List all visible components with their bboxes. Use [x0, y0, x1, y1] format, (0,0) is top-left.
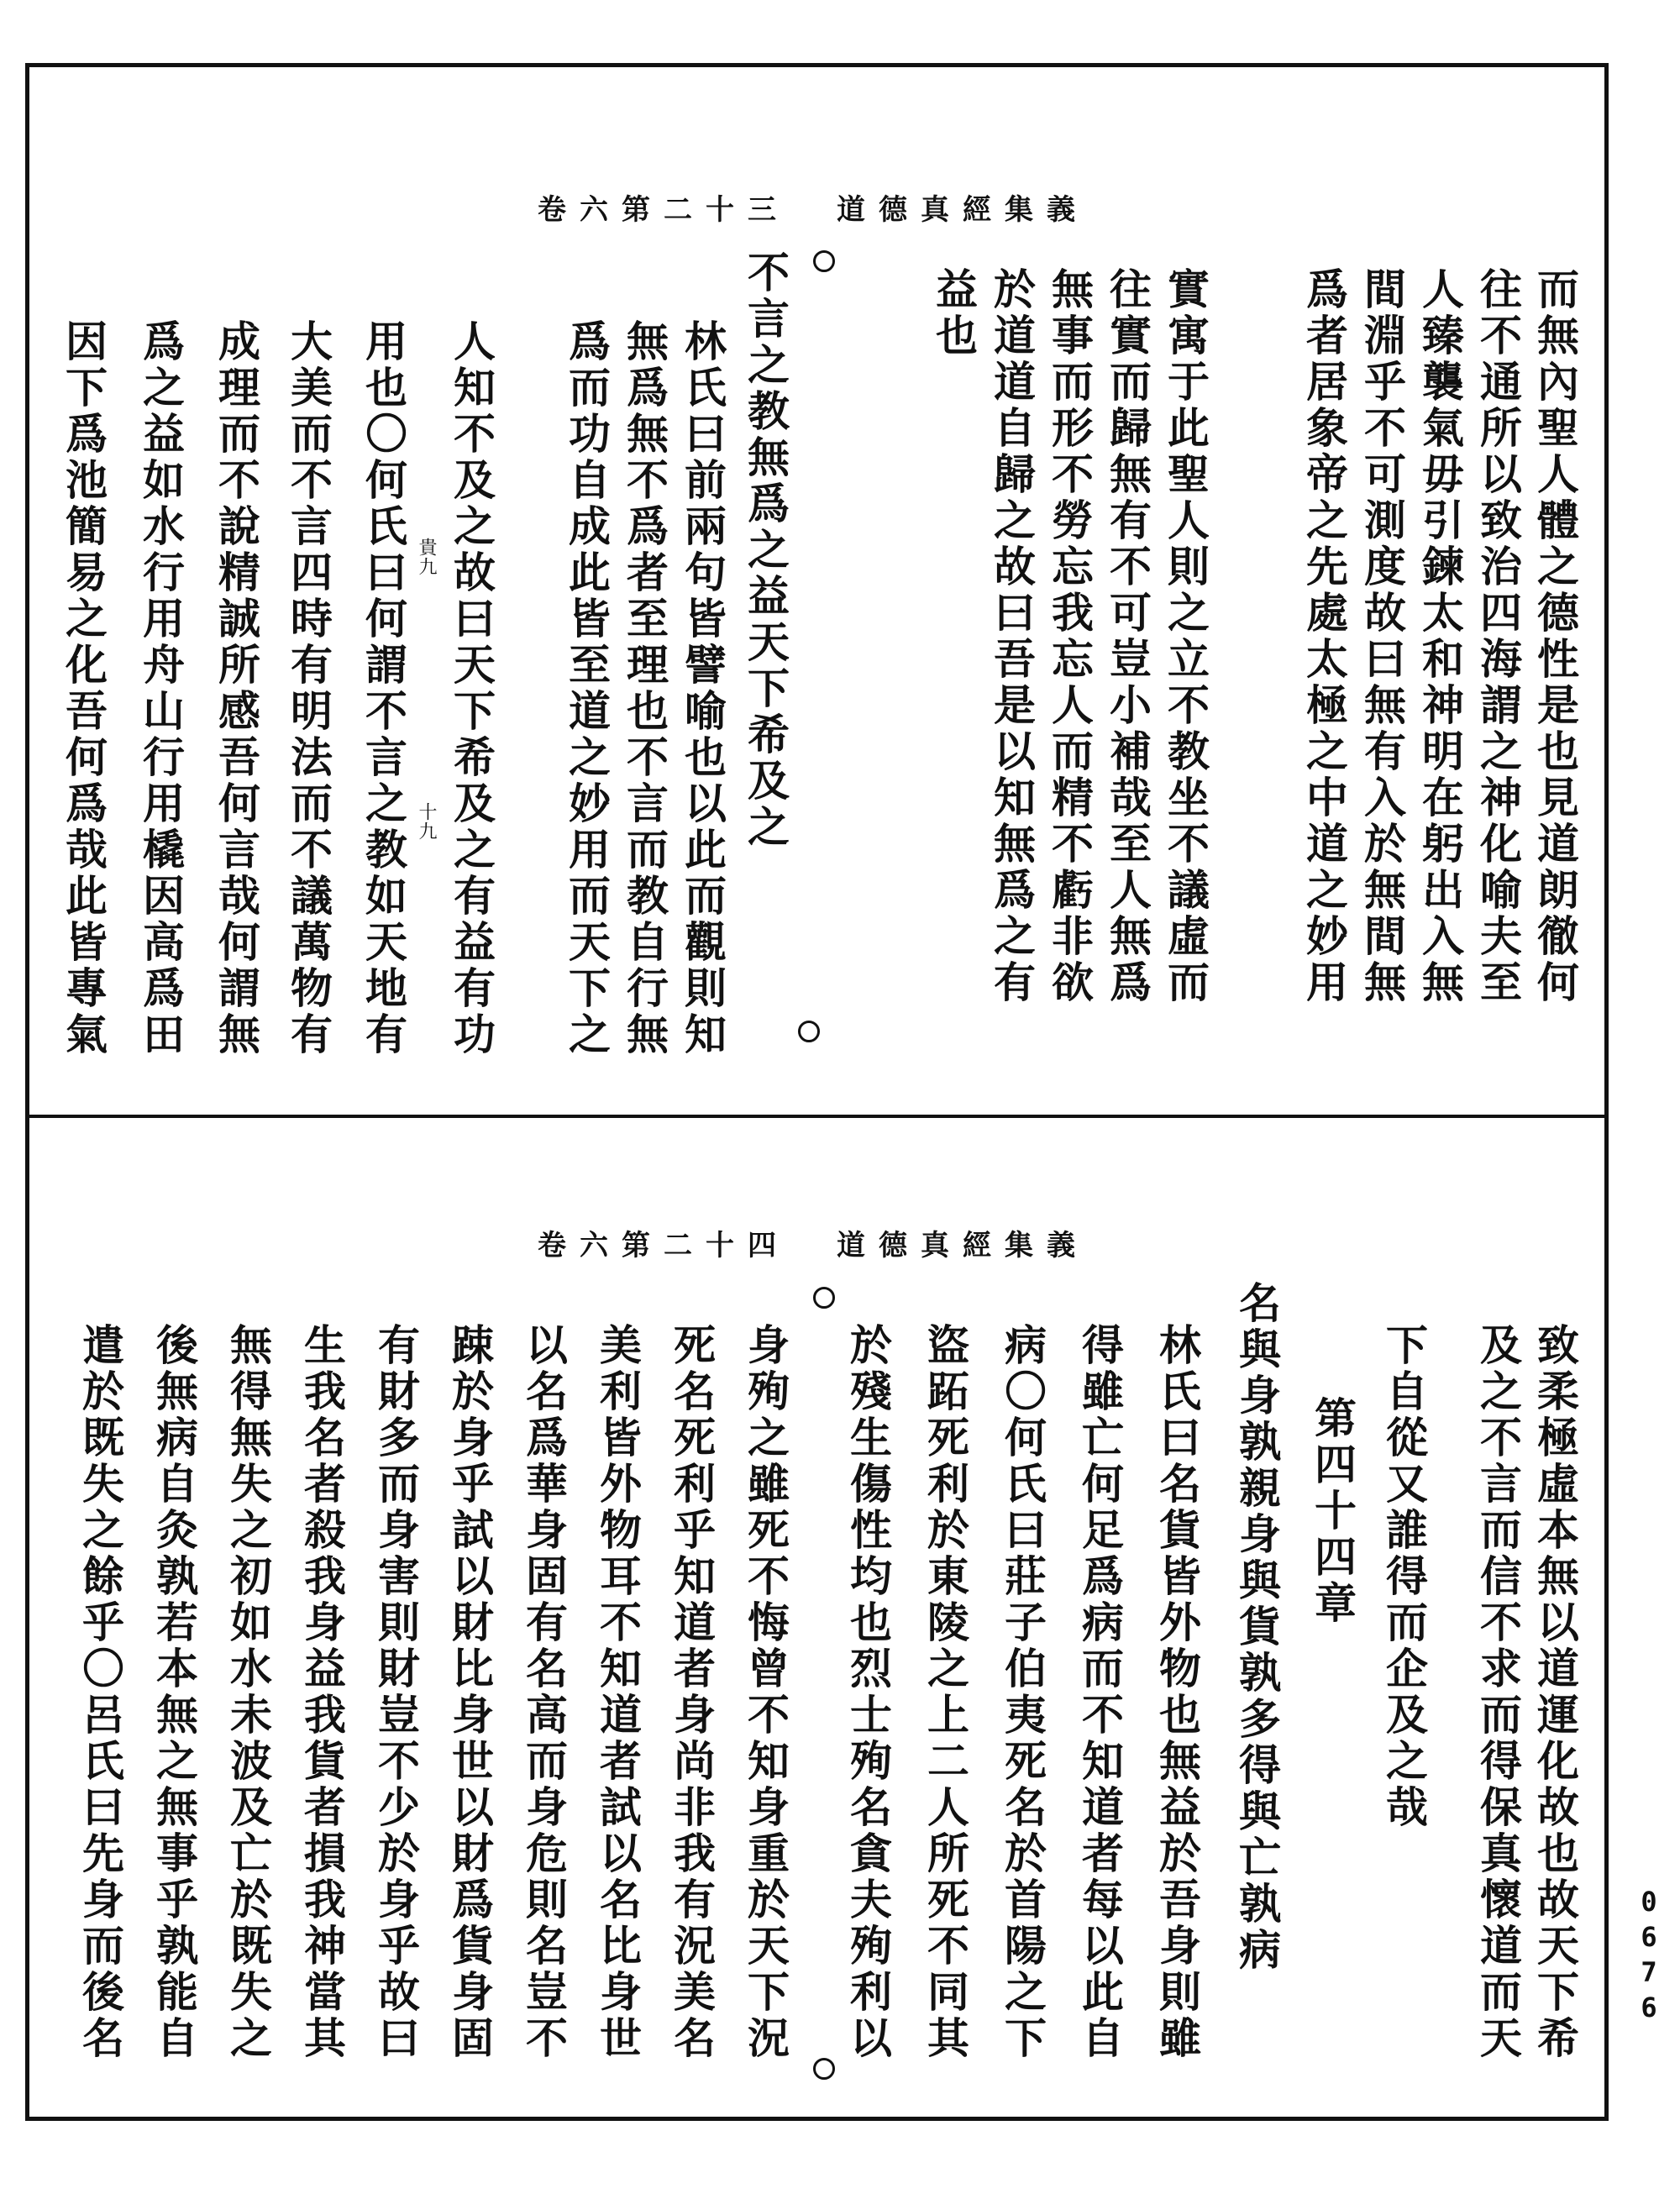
top-col-11: 不言之教無爲之益天下希及之	[741, 250, 790, 851]
top-col-1: 而無內聖人體之德性是也見道朗徹何	[1530, 267, 1580, 1006]
bottom-col-16: 有財多而身害則財豈不少於身乎故曰	[371, 1323, 421, 2062]
bottom-col-1: 致柔極虛本無以道運化故也故天下希	[1530, 1323, 1580, 2062]
bottom-col-11: 身殉之雖死不悔曾不知身重於天下況	[741, 1323, 790, 2062]
top-header-volume: 卷六第二十三	[538, 193, 790, 227]
bottom-col-20: 遣於既失之餘乎〇呂氏曰先身而後名	[76, 1323, 125, 2062]
bottom-col-10: 於殘生傷性均也烈士殉名貪夫殉利以	[843, 1323, 893, 2062]
top-col-20: 因下爲池簡易之化吾何爲哉此皆專氣	[59, 319, 108, 1058]
top-col-5: 爲者居象帝之先處太極之中道之妙用	[1299, 267, 1349, 1006]
top-note-right: 十九	[416, 802, 437, 841]
top-col-7: 往實而歸無有不可豈小補哉至人無爲	[1103, 267, 1152, 1006]
bottom-col-12: 死名死利乎知道者身尚非我有況美名	[667, 1323, 717, 2062]
top-header	[538, 186, 1089, 228]
top-col-6: 實寓于此聖人則之立不教坐不議虛而	[1161, 267, 1210, 1006]
bottom-col-15: 踈於身乎試以財比身世以財爲貨身固	[445, 1323, 495, 2062]
bottom-col-18: 無得無失之初如水未波及亡於既失之	[223, 1323, 273, 2062]
top-note-left: 貴九	[416, 538, 437, 576]
bottom-col-14: 以名爲華身固有名高而身危則名豈不	[519, 1323, 569, 2062]
section-circle-mark	[813, 1287, 835, 1309]
bottom-header-book: 道德真經集義	[837, 1229, 1089, 1262]
top-col-14: 爲而功自成此皆至道之妙用而天下之	[562, 319, 612, 1058]
top-col-3: 人臻襲氣毋引鍊太和神明在躬出入無	[1415, 267, 1465, 1006]
bottom-col-7: 得雖亡何足爲病而不知道者每以此自	[1075, 1323, 1125, 2062]
bottom-col-8: 病〇何氏曰莊子伯夷死名於首陽之下	[998, 1323, 1047, 2062]
bottom-col-5: 名與身孰親身與貨孰多得與亡孰病	[1232, 1281, 1282, 1974]
top-col-17: 大美而不言四時有明法而不議萬物有	[284, 319, 333, 1058]
top-col-4: 間淵乎不可測度故曰無有入於無間無	[1357, 267, 1407, 1006]
top-col-15: 人知不及之故曰天下希及之有益有功	[447, 319, 496, 1058]
bottom-chapter-title: 第四十四章	[1308, 1396, 1357, 1627]
top-header-book: 道德真經集義	[837, 193, 1089, 227]
bottom-col-17: 生我名者殺我身益我貨者損我神當其	[297, 1323, 347, 2062]
top-col-8: 無事而形不勞忘我忘人而精不虧非欲	[1045, 267, 1095, 1006]
bottom-col-3: 下自從又誰得而企及之哉	[1379, 1323, 1429, 1831]
top-col-9: 於道道自歸之故曰吾是以知無爲之有	[987, 267, 1037, 1006]
page-number: 0676	[1633, 1886, 1665, 2027]
bottom-header	[538, 1222, 1089, 1263]
section-circle-mark	[798, 1021, 820, 1042]
top-col-13: 無爲無不爲者至理也不言而教自行無	[620, 319, 669, 1058]
bottom-col-13: 美利皆外物耳不知道者試以名比身世	[593, 1323, 643, 2062]
half-divider	[25, 1115, 1609, 1118]
top-col-18: 成理而不說精誠所感吾何言哉何謂無	[212, 319, 261, 1058]
top-col-2: 往不通所以致治四海謂之神化喻夫至	[1473, 267, 1523, 1006]
top-col-19: 爲之益如水行用舟山行用橇因高爲田	[136, 319, 186, 1058]
top-col-12: 林氏曰前兩句皆譬喻也以此而觀則知	[678, 319, 727, 1058]
section-circle-mark	[813, 250, 835, 272]
bottom-header-volume: 卷六第二十四	[538, 1229, 790, 1262]
bottom-col-9: 盜跖死利於東陵之上二人所死不同其	[921, 1323, 970, 2062]
bottom-col-6: 林氏曰名貨皆外物也無益於吾身則雖	[1152, 1323, 1202, 2062]
bottom-col-2: 及之不言而信不求而得保真懷道而天	[1473, 1323, 1523, 2062]
section-circle-mark	[813, 2058, 835, 2080]
bottom-col-19: 後無病自灸孰若本無之無事乎孰能自	[150, 1323, 199, 2062]
top-col-10: 益也	[929, 267, 979, 360]
top-col-16: 用也〇何氏曰何謂不言之教如天地有	[359, 319, 408, 1058]
